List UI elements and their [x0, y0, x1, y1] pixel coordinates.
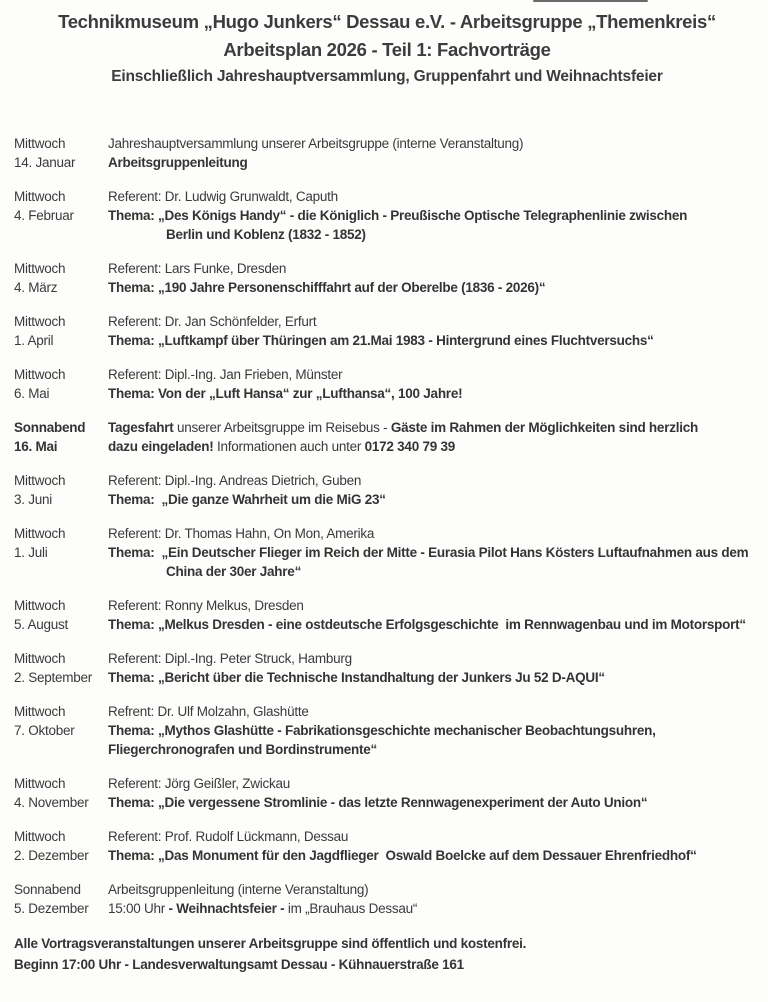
- schedule-entry: [14, 702, 760, 759]
- entry-date: 3. Juni: [14, 492, 53, 507]
- schedule-entry: [14, 827, 760, 865]
- entry-line: Referent: Dipl.-Ing. Andreas Dietrich, Guben: [108, 473, 362, 488]
- entry-day: Mittwoch: [14, 189, 66, 204]
- entry-content: [108, 774, 760, 812]
- entry-date-column: [14, 312, 108, 350]
- entry-date-column: [14, 649, 108, 687]
- entry-line: Thema: „Bericht über die Technische Instandhaltung der Junkers Ju 52 D-AQUI“: [108, 670, 605, 685]
- entry-date: 14. Januar: [14, 155, 76, 170]
- schedule-entry: [14, 596, 760, 634]
- schedule-entry: [14, 880, 760, 918]
- document-header: [14, 8, 760, 90]
- entry-line: Thema: „Des Königs Handy“ - die Königlich - Preußische Optische Telegraphenlinie zwischen: [108, 208, 688, 223]
- entry-content: [108, 418, 760, 456]
- entry-day: Mittwoch: [14, 829, 66, 844]
- entry-date-column: [14, 827, 108, 865]
- entry-day: Mittwoch: [14, 367, 66, 382]
- entry-content: [108, 187, 760, 244]
- entry-content: [108, 471, 760, 509]
- entry-content: [108, 259, 760, 297]
- entry-date: 7. Oktober: [14, 723, 75, 738]
- entry-date: 4. Februar: [14, 208, 74, 223]
- entry-date: 5. Dezember: [14, 901, 89, 916]
- entry-date-column: [14, 259, 108, 297]
- schedule-entry: [14, 524, 760, 581]
- entry-day: Mittwoch: [14, 776, 66, 791]
- entry-date: 6. Mai: [14, 386, 50, 401]
- entry-day: Mittwoch: [14, 136, 66, 151]
- entry-date-column: [14, 596, 108, 634]
- entry-line: Arbeitsgruppenleitung: [108, 155, 248, 170]
- schedule-entry: [14, 312, 760, 350]
- entry-date: 1. Juli: [14, 545, 48, 560]
- entry-line: Referent: Prof. Rudolf Lückmann, Dessau: [108, 829, 349, 844]
- schedule-entry: [14, 187, 760, 244]
- entry-line: Thema: „190 Jahre Personenschifffahrt auf der Oberelbe (1836 - 2026)“: [108, 280, 546, 295]
- schedule-list: [14, 134, 760, 918]
- entry-date-column: [14, 702, 108, 759]
- entry-day: Sonnabend: [14, 882, 81, 897]
- entry-date-column: [14, 418, 108, 456]
- document-title-line2: Arbeitsplan 2026 - Teil 1: Fachvorträge: [223, 39, 551, 60]
- entry-day: Mittwoch: [14, 473, 66, 488]
- entry-day: Mittwoch: [14, 526, 66, 541]
- schedule-entry: [14, 134, 760, 172]
- entry-date-column: [14, 187, 108, 244]
- entry-content: [108, 596, 760, 634]
- entry-date: 2. September: [14, 670, 93, 685]
- document-title-line1: Technikmuseum „Hugo Junkers“ Dessau e.V. - Arbeitsgruppe „Themenkreis“: [58, 11, 716, 32]
- schedule-entry: [14, 418, 760, 456]
- entry-line: Thema: „Melkus Dresden - eine ostdeutsche Erfolgsgeschichte im Rennwagenbau und im Motorsport“: [108, 617, 746, 632]
- entry-content: [108, 827, 760, 865]
- entry-line: Referent: Ronny Melkus, Dresden: [108, 598, 304, 613]
- entry-day: Sonnabend: [14, 420, 86, 435]
- entry-line: Berlin und Koblenz (1832 - 1852): [166, 227, 366, 242]
- entry-content: [108, 524, 760, 581]
- schedule-entry: [14, 259, 760, 297]
- entry-content: [108, 134, 760, 172]
- entry-line: dazu eingeladen! Informationen auch unter 0172 340 79 39: [108, 439, 455, 454]
- entry-line: Refrent: Dr. Ulf Molzahn, Glashütte: [108, 704, 309, 719]
- entry-line: Referent: Dr. Ludwig Grunwaldt, Caputh: [108, 189, 338, 204]
- entry-day: Mittwoch: [14, 704, 66, 719]
- footer-line1: Alle Vortragsveranstaltungen unserer Arbeitsgruppe sind öffentlich und kostenfrei.: [14, 936, 527, 951]
- entry-date: 4. März: [14, 280, 58, 295]
- entry-line: Arbeitsgruppenleitung (interne Veranstaltung): [108, 882, 369, 897]
- schedule-entry: [14, 471, 760, 509]
- schedule-entry: [14, 649, 760, 687]
- entry-line: Thema: „Luftkampf über Thüringen am 21.Mai 1983 - Hintergrund eines Fluchtversuchs“: [108, 333, 654, 348]
- entry-content: [108, 649, 760, 687]
- entry-date-column: [14, 365, 108, 403]
- entry-line: Thema: „Mythos Glashütte - Fabrikationsgeschichte mechanischer Beobachtungsuhren,: [108, 723, 656, 738]
- entry-line: Referent: Dipl.-Ing. Peter Struck, Hamburg: [108, 651, 352, 666]
- entry-date-column: [14, 471, 108, 509]
- entry-date-column: [14, 134, 108, 172]
- entry-line: Referent: Lars Funke, Dresden: [108, 261, 287, 276]
- entry-line: Referent: Dipl.-Ing. Jan Frieben, Münster: [108, 367, 343, 382]
- entry-content: [108, 312, 760, 350]
- entry-date: 1. April: [14, 333, 54, 348]
- entry-date: 16. Mai: [14, 439, 58, 454]
- entry-line: Thema: „Die ganze Wahrheit um die MiG 23“: [108, 492, 386, 507]
- document-subtitle: Einschließlich Jahreshauptversammlung, Gruppenfahrt und Weihnachtsfeier: [111, 68, 663, 85]
- entry-date-column: [14, 524, 108, 581]
- entry-line: Thema: Von der „Luft Hansa“ zur „Lufthansa“, 100 Jahre!: [108, 386, 463, 401]
- schedule-entry: [14, 365, 760, 403]
- entry-line: Tagesfahrt unserer Arbeitsgruppe im Reisebus - Gäste im Rahmen der Möglichkeiten sind herzlich: [108, 420, 698, 435]
- entry-day: Mittwoch: [14, 261, 66, 276]
- entry-date-column: [14, 880, 108, 918]
- entry-date: 5. August: [14, 617, 69, 632]
- entry-line: Fliegerchronografen und Bordinstrumente“: [108, 742, 378, 757]
- entry-date-column: [14, 774, 108, 812]
- entry-content: [108, 702, 760, 759]
- entry-content: [108, 880, 760, 918]
- entry-date: 2. Dezember: [14, 848, 89, 863]
- entry-line: Thema: „Das Monument für den Jagdflieger Oswald Boelcke auf dem Dessauer Ehrenfriedhof“: [108, 848, 697, 863]
- entry-line: Referent: Dr. Jan Schönfelder, Erfurt: [108, 314, 317, 329]
- schedule-entry: [14, 774, 760, 812]
- entry-line: China der 30er Jahre“: [166, 564, 302, 579]
- entry-line: Referent: Jörg Geißler, Zwickau: [108, 776, 291, 791]
- entry-line: Referent: Dr. Thomas Hahn, On Mon, Amerika: [108, 526, 375, 541]
- footer-line2: Beginn 17:00 Uhr - Landesverwaltungsamt Dessau - Kühnauerstraße 161: [14, 957, 464, 972]
- entry-line: Thema: „Ein Deutscher Flieger im Reich der Mitte - Eurasia Pilot Hans Kösters Luftaufnahmen aus dem: [108, 545, 749, 560]
- entry-day: Mittwoch: [14, 651, 66, 666]
- scan-artifact-line: [533, 0, 648, 2]
- document-footer: [14, 933, 760, 975]
- entry-content: [108, 365, 760, 403]
- entry-day: Mittwoch: [14, 314, 66, 329]
- entry-date: 4. November: [14, 795, 89, 810]
- entry-day: Mittwoch: [14, 598, 66, 613]
- entry-line: Thema: „Die vergessene Stromlinie - das letzte Rennwagenexperiment der Auto Union“: [108, 795, 648, 810]
- entry-line: Jahreshauptversammlung unserer Arbeitsgruppe (interne Veranstaltung): [108, 136, 524, 151]
- entry-line: 15:00 Uhr - Weihnachtsfeier - im „Brauhaus Dessau“: [108, 901, 418, 916]
